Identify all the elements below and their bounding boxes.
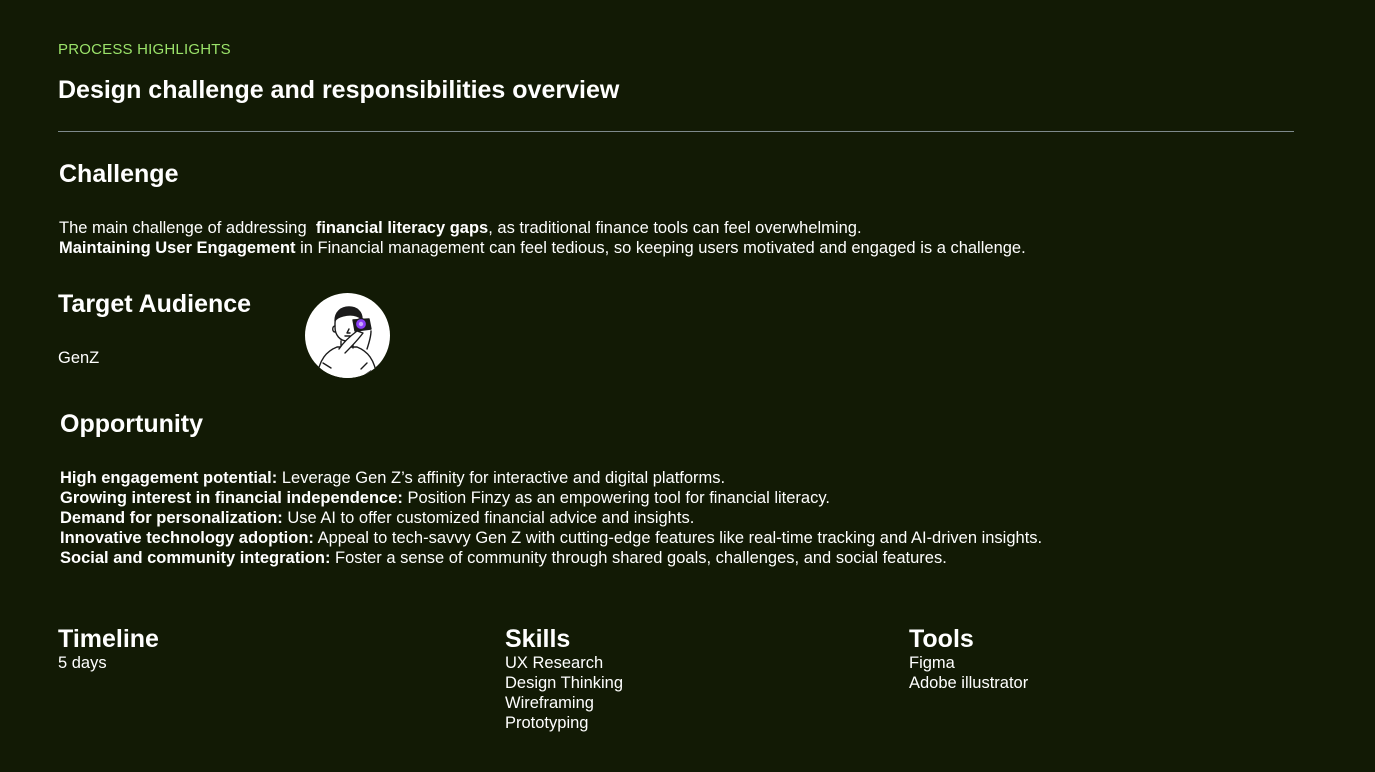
challenge-heading: Challenge [59, 160, 179, 188]
opportunity-item-label: High engagement potential: [60, 469, 278, 487]
section-eyebrow: PROCESS HIGHLIGHTS [58, 41, 231, 58]
tools-heading: Tools [909, 625, 974, 653]
opportunity-item-text: Use AI to offer customized financial advice and insights. [282, 509, 695, 527]
opportunity-item [60, 548, 1042, 568]
avatar-illustration [305, 293, 390, 378]
challenge-body [59, 218, 1026, 258]
skills-list [505, 653, 623, 733]
timeline-list [58, 653, 107, 673]
opportunity-item [60, 528, 1042, 548]
skills-heading: Skills [505, 625, 571, 653]
opportunity-item-label: Social and community integration: [60, 549, 331, 567]
opportunity-item-label: Growing interest in financial independence: [60, 489, 403, 507]
opportunity-item-label: Innovative technology adoption: [60, 529, 314, 547]
opportunity-item-label: Demand for personalization: [60, 509, 283, 527]
skill-item: Prototyping [505, 714, 589, 732]
tool-item: Adobe illustrator [909, 674, 1029, 692]
divider [58, 131, 1294, 132]
opportunity-item-text: Leverage Gen Z’s affinity for interactive and digital platforms. [277, 469, 726, 487]
timeline-value: 5 days [58, 654, 107, 672]
target-audience-heading: Target Audience [58, 290, 252, 318]
opportunity-item [60, 508, 1042, 528]
opportunity-heading: Opportunity [60, 410, 204, 438]
opportunity-list [60, 468, 1042, 568]
target-audience-value: GenZ [58, 349, 100, 367]
opportunity-item [60, 468, 1042, 488]
challenge-line-rest: in Financial management can feel tedious, so keeping users motivated and engaged is a challenge. [295, 239, 1026, 257]
skill-item: UX Research [505, 654, 604, 672]
challenge-line-lead: The main challenge of addressing [59, 219, 316, 237]
challenge-line [59, 238, 1026, 258]
skill-item: Wireframing [505, 694, 594, 712]
timeline-heading: Timeline [58, 625, 159, 653]
tools-list [909, 653, 1028, 693]
opportunity-item-text: Position Finzy as an empowering tool for financial literacy. [402, 489, 830, 507]
page-title: Design challenge and responsibilities overview [58, 76, 620, 104]
challenge-line-rest: , as traditional finance tools can feel overwhelming. [488, 219, 862, 237]
challenge-line [59, 218, 1026, 238]
tool-item: Figma [909, 654, 955, 672]
opportunity-item [60, 488, 1042, 508]
opportunity-item-text: Foster a sense of community through shared goals, challenges, and social features. [330, 549, 947, 567]
challenge-line-emphasis: Maintaining User Engagement [59, 239, 296, 257]
person-with-binoculars-icon [305, 293, 390, 378]
challenge-line-emphasis: financial literacy gaps [315, 219, 489, 237]
skill-item: Design Thinking [505, 674, 624, 692]
opportunity-item-text: Appeal to tech-savvy Gen Z with cutting-edge features like real-time tracking and AI-driven insights. [313, 529, 1043, 547]
